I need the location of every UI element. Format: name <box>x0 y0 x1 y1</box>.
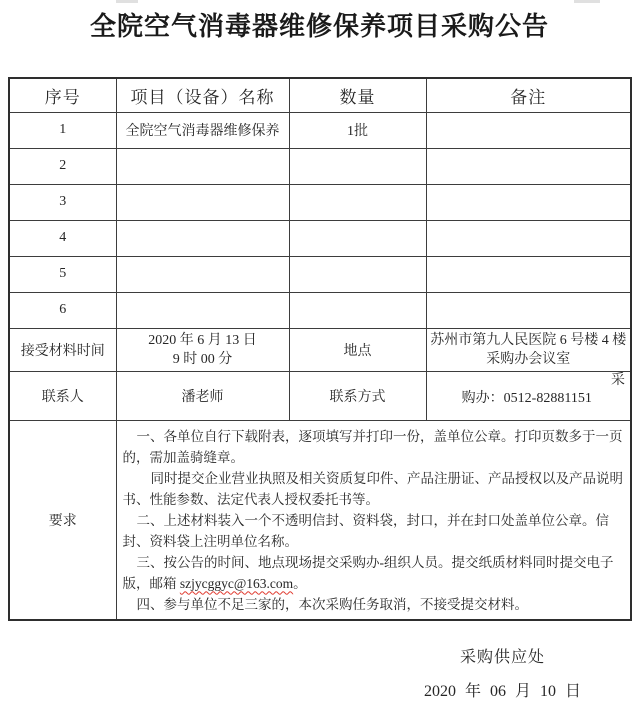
requirement-4-period: 。 <box>293 575 307 591</box>
procurement-table <box>8 77 632 621</box>
contact-method-label: 联系方式 <box>289 371 426 420</box>
name-cell <box>116 292 289 328</box>
requirement-paragraph-2: 同时提交企业营业执照及相关资质复印件、产品注册证、产品授权以及产品说明书、性能参数、法定代表人授权委托书等。 <box>122 470 623 507</box>
table-row <box>9 112 631 148</box>
scan-artifact <box>116 0 138 3</box>
qty-cell <box>289 292 426 328</box>
table-row <box>9 256 631 292</box>
location-label: 地点 <box>289 328 426 371</box>
scan-artifact <box>574 0 600 3</box>
name-cell <box>116 256 289 292</box>
qty-cell <box>289 184 426 220</box>
material-time-label: 接受材料时间 <box>9 328 116 371</box>
requirement-4-text: 三、按公告的时间、地点现场提交采购办-组织人员。提交纸质材料同时提交电子版，邮箱 <box>122 554 614 591</box>
location-value <box>426 328 631 371</box>
note-cell <box>426 148 631 184</box>
seq-cell: 3 <box>9 184 116 220</box>
contact-phone-cell <box>426 371 631 420</box>
page-title: 全院空气消毒器维修保养项目采购公告 <box>89 12 549 41</box>
material-time-line1: 2020 年 6 月 13 日 <box>148 332 257 348</box>
signature-date: 2020 年 06 月 10 日 <box>423 683 581 700</box>
qty-cell: 1批 <box>289 112 426 148</box>
column-header-qty: 数量 <box>289 78 426 112</box>
column-header-seq: 序号 <box>9 78 116 112</box>
note-cell <box>426 220 631 256</box>
seq-cell: 6 <box>9 292 116 328</box>
requirements-row <box>9 420 631 620</box>
contact-row <box>9 371 631 420</box>
qty-cell <box>289 220 426 256</box>
name-cell: 全院空气消毒器维修保养 <box>116 112 289 148</box>
table-row <box>9 292 631 328</box>
location-line2: 采购办会议室 <box>486 351 571 367</box>
material-time-row <box>9 328 631 371</box>
name-cell <box>116 220 289 256</box>
requirement-paragraph-1: 一、各单位自行下载附表，逐项填写并打印一份，盖单位公章。打印页数多于一页的，需加盖骑缝章。 <box>122 428 623 465</box>
location-line1: 苏州市第九人民医院 6 号楼 4 楼 <box>430 332 627 348</box>
seq-cell: 4 <box>9 220 116 256</box>
name-cell <box>116 148 289 184</box>
requirement-paragraph-5: 四、参与单位不足三家的，本次采购任务取消，不接受提交材料。 <box>136 596 528 612</box>
note-cell <box>426 256 631 292</box>
column-header-note: 备注 <box>426 78 631 112</box>
material-time-line2: 9 时 00 分 <box>172 351 233 367</box>
phone-number: 购办：0512-82881151 <box>461 390 592 406</box>
seq-cell: 2 <box>9 148 116 184</box>
email-address: szjycggyc@163.com <box>179 575 294 591</box>
signature-department: 采购供应处 <box>459 649 545 666</box>
material-time-value <box>116 328 289 371</box>
qty-cell <box>289 256 426 292</box>
requirements-text-cell <box>116 420 631 620</box>
qty-cell <box>289 148 426 184</box>
table-row <box>9 220 631 256</box>
requirement-paragraph-3: 二、上述材料装入一个不透明信封、资料袋，封口，并在封口处盖单位公章。信封、资料袋上注明单位名称。 <box>122 512 609 549</box>
table-row <box>9 148 631 184</box>
note-cell <box>426 184 631 220</box>
column-header-name: 项目（设备）名称 <box>116 78 289 112</box>
note-cell <box>426 292 631 328</box>
seq-cell: 1 <box>9 112 116 148</box>
phone-overflow-char: 采 <box>611 372 625 388</box>
requirement-paragraph-4 <box>123 552 625 594</box>
header-row <box>9 78 631 112</box>
contact-label: 联系人 <box>9 371 116 420</box>
requirements-label: 要求 <box>9 420 116 620</box>
contact-name: 潘老师 <box>116 371 289 420</box>
note-cell <box>426 112 631 148</box>
name-cell <box>116 184 289 220</box>
seq-cell: 5 <box>9 256 116 292</box>
table-row <box>9 184 631 220</box>
